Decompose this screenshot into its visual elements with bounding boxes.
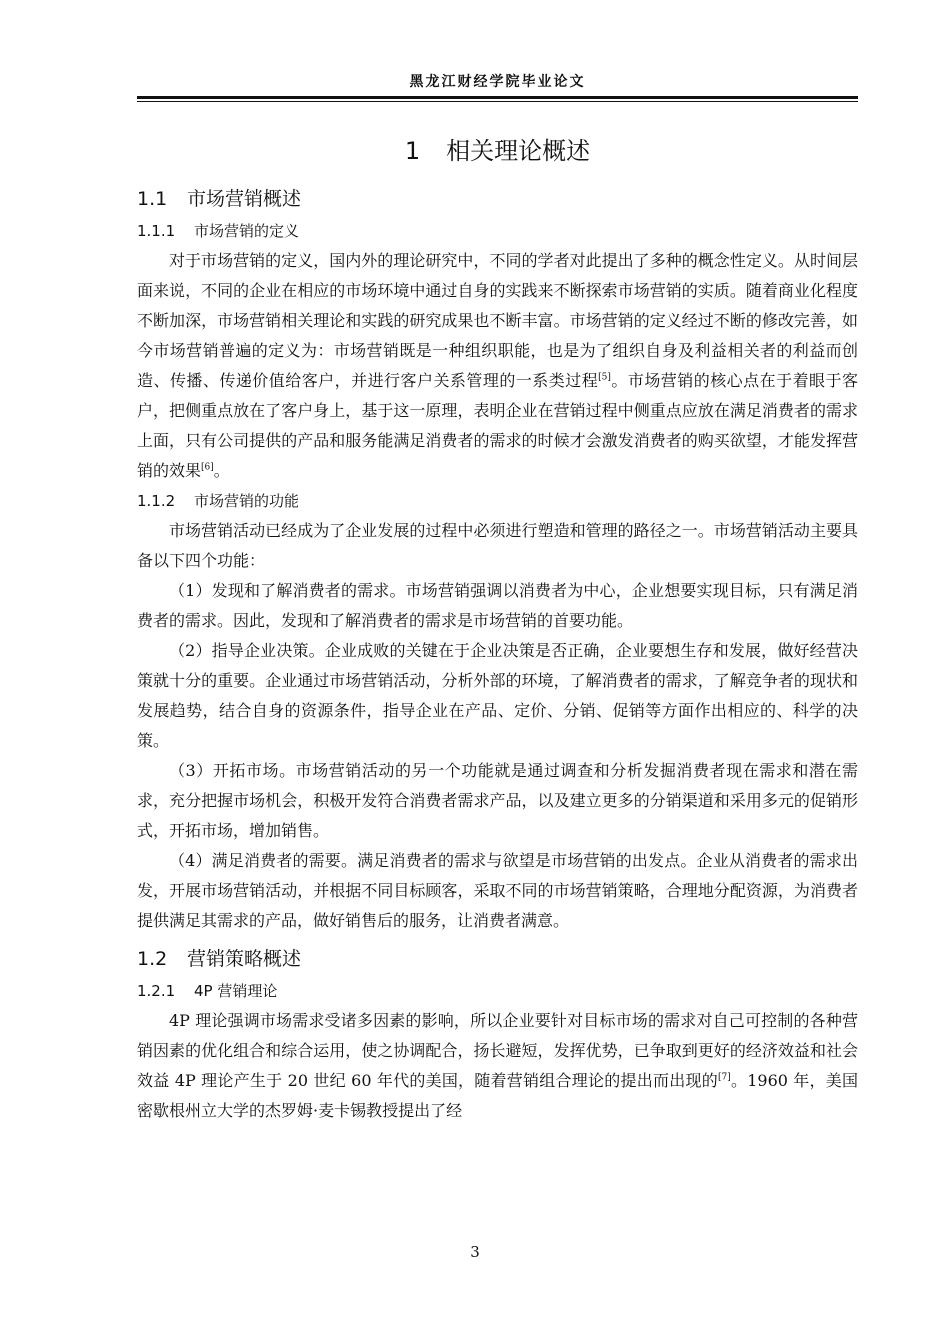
subsection-title: 市场营销的功能 xyxy=(194,492,300,510)
page-header xyxy=(137,72,858,102)
text-run: 。 xyxy=(213,461,230,480)
text-run: 。1960 年，美国密歇根州立大学的杰罗姆·麦卡锡教授提出了经 xyxy=(137,1071,858,1120)
paragraph-function-3: （3）开拓市场。市场营销活动的另一个功能就是通过调查和分析发掘消费者现在需求和潜在需求，充分把握市场机会，积极开发符合消费者需求产品，以及建立更多的分销渠道和采用多元的促销形式，开拓市场，增加销售。 xyxy=(137,761,858,840)
citation-6: [6] xyxy=(201,462,214,473)
chapter-number: 1 xyxy=(404,137,421,165)
section-number: 1.1 xyxy=(137,188,168,210)
subsection-heading-1-2-1 xyxy=(137,978,858,1004)
text-run: 。市场营销的核心点在于着眼于客户，把侧重点放在了客户身上，基于这一原理，表明企业在营销过程中侧重点应放在满足消费者的需求上面，只有公司提供的产品和服务能满足消费者的需求的时候才会激发消费者的购买欲望，才能发挥营销的效果 xyxy=(137,371,858,480)
section-title: 市场营销概述 xyxy=(187,188,302,210)
paragraph-definition xyxy=(137,246,858,486)
section-heading-1-1 xyxy=(137,184,858,214)
subsection-number: 1.1.1 xyxy=(137,222,176,240)
text-run: 对于市场营销的定义，国内外的理论研究中，不同的学者对此提出了多种的概念性定义。从时间层面来说，不同的企业在相应的市场环境中通过自身的实践来不断探索市场营销的实质。随着商业化程度不断加深，市场营销相关理论和实践的研究成果也不断丰富。市场营销的定义经过不断的修改完善，如今市场营销普遍的定义为：市场营销既是一种组织职能，也是为了组织自身及利益相关者的利益而创造、传播、传递价值给客户，并进行客户关系管理的一系类过程 xyxy=(137,251,858,390)
subsection-title: 市场营销的定义 xyxy=(194,222,300,240)
paragraph-functions-intro: 市场营销活动已经成为了企业发展的过程中必须进行塑造和管理的路径之一。市场营销活动主要具备以下四个功能： xyxy=(137,521,858,570)
chapter-heading xyxy=(137,134,858,168)
paragraph-function-1: （1）发现和了解消费者的需求。市场营销强调以消费者为中心，企业想要实现目标，只有满足消费者的需求。因此，发现和了解消费者的需求是市场营销的首要功能。 xyxy=(137,581,858,630)
subsection-title: 4P 营销理论 xyxy=(194,982,278,1000)
paragraph-4p-theory xyxy=(137,1006,858,1126)
chapter-title: 相关理论概述 xyxy=(446,137,591,165)
header-rule-thick xyxy=(137,96,858,99)
citation-5: [5] xyxy=(598,372,611,383)
header-title: 黑龙江财经学院毕业论文 xyxy=(409,74,586,90)
subsection-number: 1.1.2 xyxy=(137,492,176,510)
section-title: 营销策略概述 xyxy=(187,948,302,970)
subsection-heading-1-1-1 xyxy=(137,218,858,244)
subsection-heading-1-1-2 xyxy=(137,488,858,514)
page-number: 3 xyxy=(470,1243,480,1261)
section-heading-1-2 xyxy=(137,944,858,974)
citation-7: [7] xyxy=(717,1072,731,1083)
section-number: 1.2 xyxy=(137,948,168,970)
text-run: 4P 理论强调市场需求受诸多因素的影响，所以企业要针对目标市场的需求对自己可控制的各种营销因素的优化组合和综合运用，使之协调配合，扬长避短，发挥优势，已争取到更好的经济效益和社会效益 4P 理论产生于 20 世纪 60 年代的美国，随着营销组合理论的提出而出现的 xyxy=(137,1011,858,1090)
paragraph-function-2: （2）指导企业决策。企业成败的关键在于企业决策是否正确，企业要想生存和发展，做好经营决策就十分的重要。企业通过市场营销活动，分析外部的环境，了解消费者的需求，了解竞争者的现状和发展趋势，结合自身的资源条件，指导企业在产品、定价、分销、促销等方面作出相应的、科学的决策。 xyxy=(137,641,858,750)
header-rule-thin xyxy=(137,101,858,102)
page-content xyxy=(137,130,858,1126)
subsection-number: 1.2.1 xyxy=(137,982,176,1000)
paragraph-function-4: （4）满足消费者的需要。满足消费者的需求与欲望是市场营销的出发点。企业从消费者的需求出发，开展市场营销活动，并根据不同目标顾客，采取不同的市场营销策略，合理地分配资源，为消费者提供满足其需求的产品，做好销售后的服务，让消费者满意。 xyxy=(137,851,858,930)
